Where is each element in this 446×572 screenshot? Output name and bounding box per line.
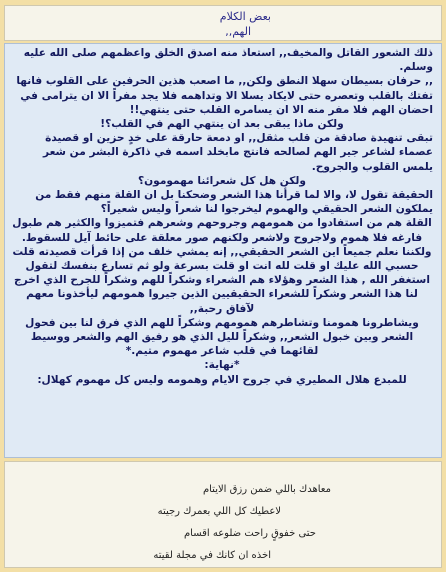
post-body [4,43,442,458]
post-paragraph: ذلك الشعور القاتل والمخيف,, استعاذ منه اصدق الخلق واعظمهم صلى الله عليه وسلم. [23,47,433,74]
poem-line: حتى خفوقٍ راحت ضلوعه اقسام [183,528,316,539]
post-header [4,5,442,41]
post-title: بعض الكلام [219,10,271,23]
post-paragraph: للمبدع هلال المطيري في جروح الايام وهمومه وليس كل مهموم كهلال: [37,373,407,386]
poem-line: لاعطيك كل اللي بعمرك رجيته [157,506,281,517]
post-paragraph: *نهاية: [204,359,240,372]
post-paragraph: ولكن هل كل شعرائنا مهمومون؟ [137,174,306,187]
post-subtitle: الهم,, [225,25,251,38]
post-paragraph: تبقى تنهيدة صادقة من قلب مثقل,, او دمعة حارقة على خدٍ حزين او قصيدة عصماء لشاعر جير الهم لصالحه فانتج مابخلد اسمه في ذاكرة البشر من شعر يلمس القلوب والجروح. [42,132,433,173]
post-paragraph: الحقيقة تقول لا، والا لما قرأنا هذا الشعر وضحكنا بل ان القلة منهم فقط من يملكون الشعر الحقيقي والهموم ليخرجوا لنا شعراً وليس شعيراً؟ [35,189,433,216]
poem-box [4,461,442,568]
poem-line: اخذه ان كانك في مجلة لقيته [153,550,271,561]
post-paragraph: القلة هم من استفادوا من همومهم وجروحهم وشعرهم فتميزوا والكثير هم طبول فارغه فلا هموم ولاجروح ولاشعر ولكنهم صور معلقة على حائط آيل للسقوط. ولكننا نعلم جميعاً اين الشعر الحقيقي,, إنه يمشي خلف من إذا قرأت قصيدته قلت حسبي الله عليك او قلت لله انت او قلت بسرعة ولو ثم تسارع بنفسك لتقول استغفر الله , هذا الشعر وهؤلاء هم الشعراء وشكراً للهم وشكراً للجرح الذي اخرج لنا هذا الشعر وشكراً للشعراء الحقيقيين الذين جيروا همومهم ليأخذونا معهم لآفاق رحبة,, [12,217,432,315]
poem-line: معاهدك باللي ضمن رزق الايتام [202,484,331,495]
post-paragraph: ولكن ماذا يبقى بعد ان ينتهي الهم في القلب؟! [100,118,344,131]
post-paragraph: ويشاطرونا همومنا وتشاطرهم همومهم وشكراً للهم الذي فرق لنا بين فحول الشعر وبين خبول الشعر,, وشكراً لليل الذي هو رفيق الهم والشعر ووسيط لقائهما في قلب شاعر مهموم متيم.* [25,316,419,358]
page-frame [4,5,442,568]
post-paragraph: ,, حرفان بسيطان سهلا النطق ولكن,, ما اصعب هذين الحرفين على القلوب فانها تفتك بالقلب وتعصره حتى لايكاد يسلا الا وتداهمه فلا يجد مفراً الا ان يترامى في احضان الهم فلا مفر منه الا ان يسامره القلب حتى ينتهي!! [16,75,433,116]
